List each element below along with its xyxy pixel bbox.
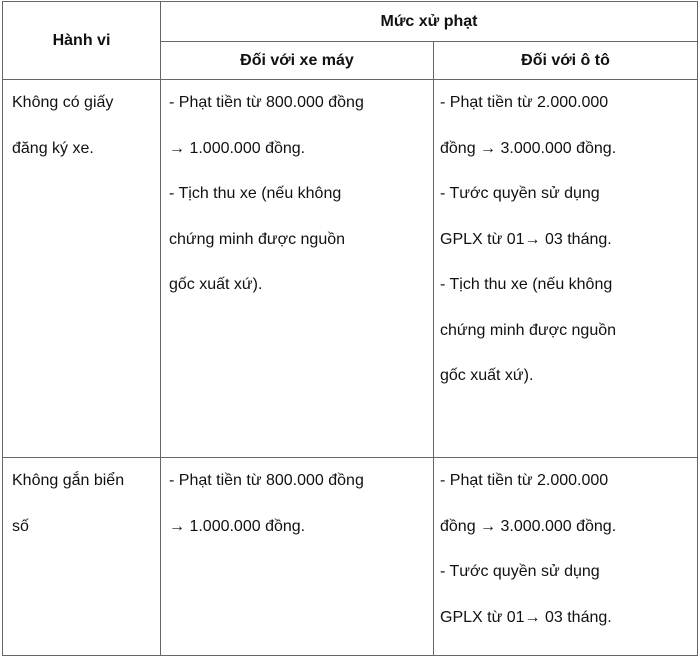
cell-line: đồng → 3.000.000 đồng. bbox=[440, 517, 617, 535]
cell-line: chứng minh được nguồn bbox=[440, 321, 617, 339]
cell-line: - Phạt tiền từ 2.000.000 bbox=[440, 94, 609, 111]
cell-line: - Tịch thu xe (nếu không bbox=[440, 276, 613, 293]
cell-line: → 1.000.000 đồng. bbox=[169, 517, 306, 535]
behavior-cell bbox=[3, 458, 161, 656]
header-behavior: Hành vi bbox=[3, 2, 161, 80]
cell-line: gốc xuất xứ). bbox=[440, 367, 534, 384]
car-penalty-cell bbox=[434, 458, 698, 656]
cell-line: - Tước quyền sử dụng bbox=[440, 185, 600, 202]
cell-line: đăng ký xe. bbox=[12, 139, 94, 157]
motorbike-penalty-cell bbox=[161, 458, 434, 656]
cell-line: - Tịch thu xe (nếu không bbox=[169, 185, 342, 202]
cell-line: Không có giấy bbox=[12, 94, 114, 111]
car-penalty-cell bbox=[434, 80, 698, 458]
cell-line: - Phạt tiền từ 800.000 đồng bbox=[169, 94, 364, 111]
table-row bbox=[3, 458, 698, 656]
table-row bbox=[3, 80, 698, 458]
motorbike-penalty-cell bbox=[161, 80, 434, 458]
cell-line: - Tước quyền sử dụng bbox=[440, 563, 600, 580]
cell-line: Không gắn biển bbox=[12, 472, 125, 489]
cell-line: GPLX từ 01→ 03 tháng. bbox=[440, 608, 612, 626]
cell-line: chứng minh được nguồn bbox=[169, 230, 346, 248]
header-car: Đối với ô tô bbox=[434, 42, 698, 80]
cell-line: gốc xuất xứ). bbox=[169, 276, 263, 293]
behavior-cell bbox=[3, 80, 161, 458]
header-motorbike: Đối với xe máy bbox=[161, 42, 434, 80]
cell-line: số bbox=[12, 517, 29, 535]
cell-line: đồng → 3.000.000 đồng. bbox=[440, 139, 617, 157]
cell-line: GPLX từ 01→ 03 tháng. bbox=[440, 230, 612, 248]
cell-line: → 1.000.000 đồng. bbox=[169, 139, 306, 157]
header-penalty: Mức xử phạt bbox=[161, 2, 698, 42]
cell-line: - Phạt tiền từ 800.000 đồng bbox=[169, 472, 364, 489]
penalty-table bbox=[2, 1, 698, 656]
cell-line: - Phạt tiền từ 2.000.000 bbox=[440, 472, 609, 489]
